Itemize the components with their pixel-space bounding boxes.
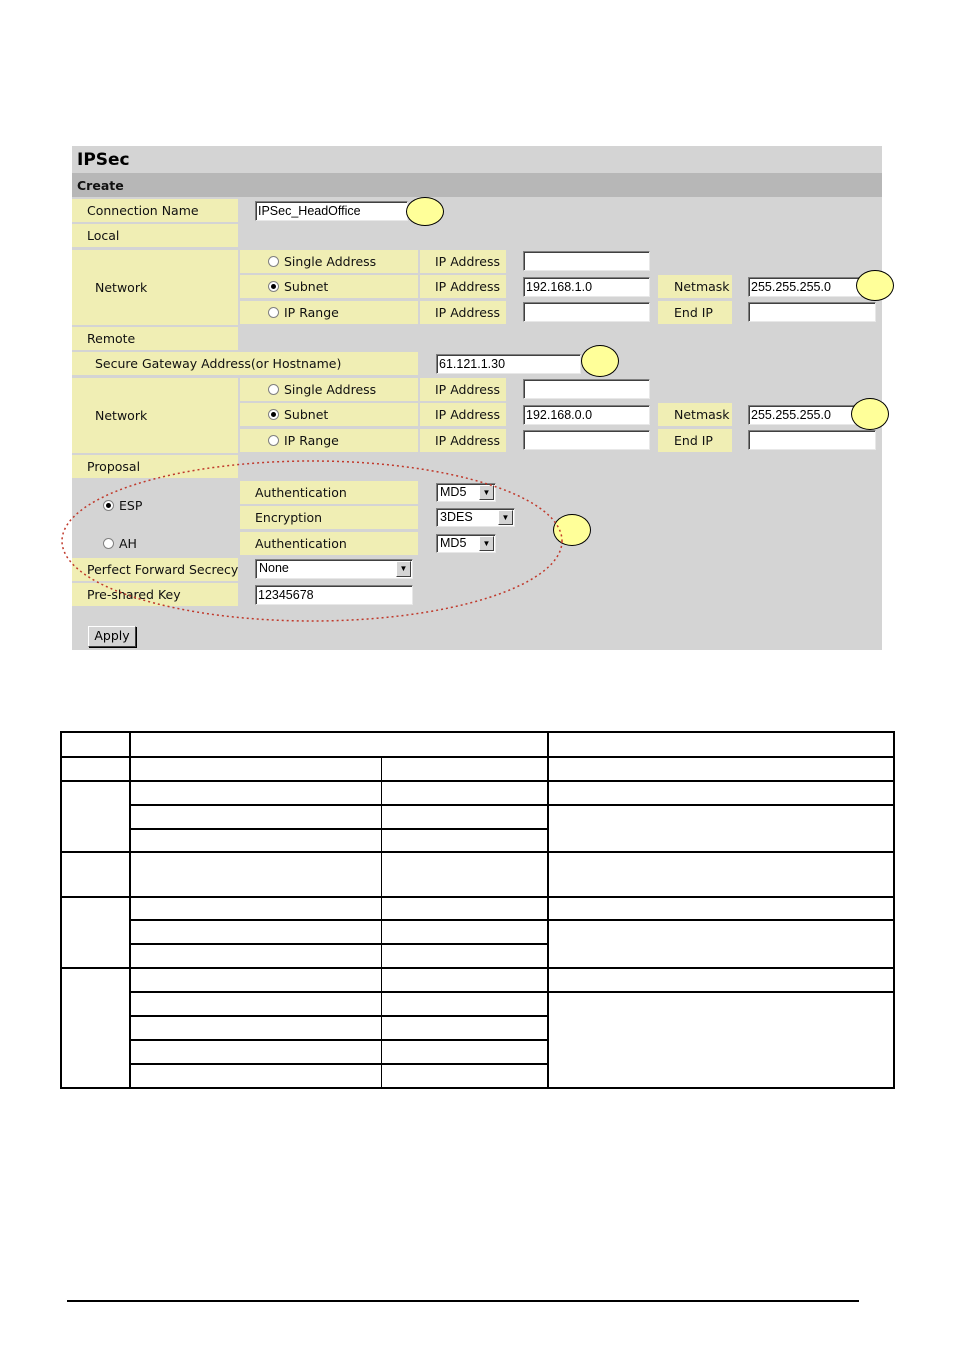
local-single-ip-label: IP Address [420, 250, 506, 273]
local-single-ip-input[interactable] [523, 251, 650, 271]
dropdown-arrow-icon[interactable]: ▼ [498, 510, 513, 525]
esp-label: ESP [119, 498, 143, 513]
local-option-single-label: Single Address [284, 254, 377, 269]
local-label: Local [72, 224, 238, 247]
ah-label: AH [119, 536, 137, 551]
remote-option-single-label: Single Address [284, 382, 377, 397]
remote-label: Remote [72, 327, 238, 350]
proposal-label: Proposal [72, 455, 238, 478]
radio-icon[interactable] [268, 307, 279, 318]
local-range-ip-label: IP Address [420, 301, 506, 324]
connection-name-label: Connection Name [72, 199, 238, 222]
table-divider [60, 967, 895, 969]
callout-marker [406, 197, 444, 226]
page-title: IPSec [77, 150, 130, 170]
proposal-highlight-ellipse [57, 456, 567, 626]
ah-auth-label: Authentication [240, 532, 418, 555]
table-divider [130, 828, 548, 830]
local-netmask-input[interactable]: 255.255.255.0 [748, 277, 876, 297]
radio-icon[interactable] [268, 435, 279, 446]
footer-rule [67, 1300, 859, 1302]
local-option-subnet[interactable] [240, 275, 418, 298]
radio-icon[interactable] [268, 256, 279, 267]
table-divider [60, 896, 895, 898]
pfs-label: Perfect Forward Secrecy [72, 558, 238, 581]
esp-enc-label: Encryption [240, 506, 418, 529]
table-divider [130, 804, 895, 806]
local-option-single[interactable] [240, 250, 418, 273]
esp-auth-value: MD5 [440, 485, 467, 499]
create-section-header: Create [72, 173, 882, 197]
ipsec-panel [72, 146, 882, 650]
table-divider [130, 1039, 548, 1041]
remote-range-ip-label: IP Address [420, 429, 506, 452]
local-range-ip-input[interactable] [523, 302, 650, 322]
apply-button[interactable]: Apply [88, 626, 136, 647]
local-row-spacer [240, 224, 882, 247]
local-netmask-label: Netmask [658, 275, 732, 298]
remote-option-range[interactable] [240, 429, 418, 452]
dropdown-arrow-icon[interactable]: ▼ [396, 561, 411, 577]
remote-subnet-ip-label: IP Address [420, 403, 506, 426]
table-divider [547, 731, 549, 1089]
remote-option-subnet[interactable] [240, 403, 418, 426]
local-network-label: Network [72, 250, 238, 325]
esp-auth-label: Authentication [240, 481, 418, 504]
radio-icon[interactable] [268, 281, 279, 292]
local-option-subnet-label: Subnet [284, 279, 329, 294]
radio-icon[interactable] [268, 384, 279, 395]
table-divider [381, 757, 382, 1087]
psk-input[interactable]: 12345678 [255, 585, 413, 605]
local-endip-label: End IP [658, 301, 732, 324]
remote-option-range-label: IP Range [284, 433, 339, 448]
table-divider [130, 943, 548, 945]
remote-option-subnet-label: Subnet [284, 407, 329, 422]
remote-single-ip-label: IP Address [420, 378, 506, 401]
ah-auth-value: MD5 [440, 536, 467, 550]
callout-marker [851, 398, 889, 430]
secure-gateway-label: Secure Gateway Address(or Hostname) [72, 352, 418, 375]
callout-marker [856, 270, 894, 301]
esp-enc-value: 3DES [440, 510, 473, 524]
remote-subnet-ip-input[interactable]: 192.168.0.0 [523, 405, 650, 425]
remote-netmask-input[interactable]: 255.255.255.0 [748, 405, 876, 425]
secure-gateway-input[interactable]: 61.121.1.30 [436, 354, 581, 374]
table-divider [130, 919, 895, 921]
dropdown-arrow-icon[interactable]: ▼ [479, 485, 494, 500]
local-subnet-ip-input[interactable]: 192.168.1.0 [523, 277, 650, 297]
psk-label: Pre-shared Key [72, 583, 238, 606]
connection-name-input[interactable]: IPSec_HeadOffice [255, 201, 408, 221]
table-divider [130, 1015, 548, 1017]
remote-row-spacer [240, 327, 882, 350]
local-option-range-label: IP Range [284, 305, 339, 320]
table-divider [60, 851, 895, 853]
radio-icon[interactable] [268, 409, 279, 420]
remote-endip-input[interactable] [748, 430, 876, 450]
pfs-value: None [259, 561, 289, 575]
remote-endip-label: End IP [658, 429, 732, 452]
callout-marker [581, 345, 619, 377]
table-divider [60, 780, 895, 782]
local-endip-input[interactable] [748, 302, 876, 322]
remote-single-ip-input[interactable] [523, 379, 650, 399]
table-divider [130, 1063, 548, 1065]
local-subnet-ip-label: IP Address [420, 275, 506, 298]
table-frame [60, 731, 895, 1089]
remote-range-ip-input[interactable] [523, 430, 650, 450]
table-divider [60, 756, 895, 758]
dropdown-arrow-icon[interactable]: ▼ [479, 536, 494, 551]
remote-option-single[interactable] [240, 378, 418, 401]
table-divider [129, 731, 131, 1089]
table-divider [130, 991, 895, 993]
local-option-range[interactable] [240, 301, 418, 324]
remote-network-label: Network [72, 378, 238, 453]
remote-netmask-label: Netmask [658, 403, 732, 426]
